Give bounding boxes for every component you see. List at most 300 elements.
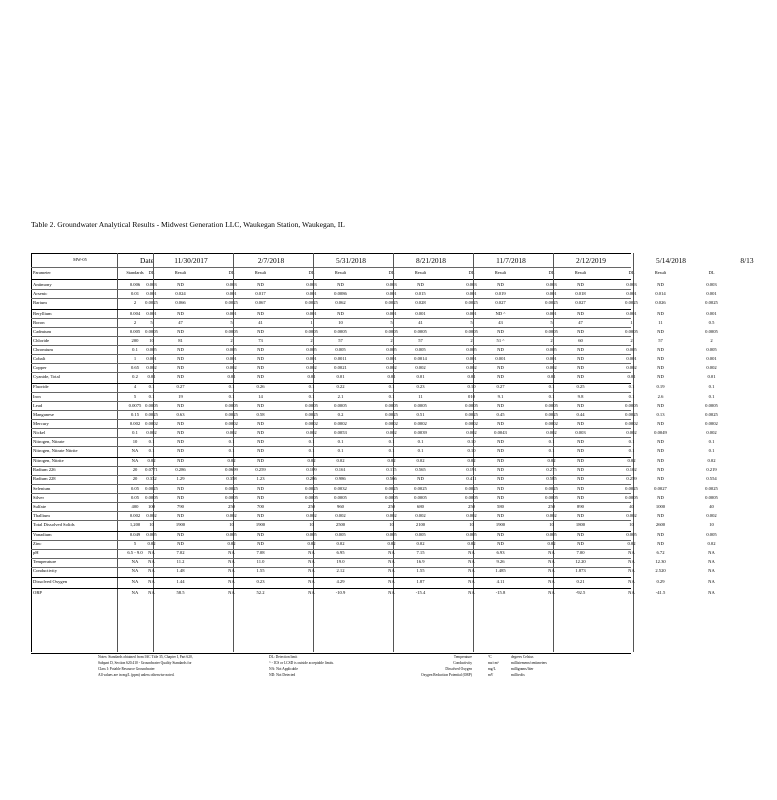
result-cell: 0.005	[546, 532, 557, 538]
result-cell: 1	[310, 319, 313, 325]
result-cell: -10.9	[335, 589, 346, 595]
result-cell: 0.10	[467, 438, 476, 444]
result-cell: 0.02	[547, 541, 556, 547]
result-cell: 19.0	[336, 559, 345, 565]
note-line: All values are in mg/L (ppm) unless otherwise noted.	[98, 673, 175, 677]
result-cell: 0.01	[467, 373, 476, 379]
table-title: Table 2. Groundwater Analytical Results - Midwest Generation LLC, Waukegan Station, Waukegan, IL	[31, 220, 345, 229]
result-cell: 0.003	[146, 281, 157, 287]
result-cell: 0.001	[466, 290, 477, 296]
result-cell: ND	[417, 476, 424, 482]
column-label: Result	[414, 269, 427, 275]
result-cell: 0.259	[626, 476, 637, 482]
result-cell: NA	[148, 550, 155, 556]
result-cell: 0.005	[146, 346, 157, 352]
result-cell: 0.565	[415, 467, 426, 473]
result-cell: NA	[468, 589, 475, 595]
row-rule	[31, 558, 631, 559]
result-cell: ND	[577, 281, 584, 287]
result-cell: ND	[177, 373, 184, 379]
parameter-name: Silver	[33, 494, 44, 500]
result-cell: ND	[177, 346, 184, 352]
result-cell: 0.02	[416, 458, 425, 464]
result-cell: 73	[258, 337, 263, 343]
result-cell: 0.026	[655, 300, 666, 305]
result-cell: 0.0002	[225, 420, 238, 426]
result-cell: 1	[630, 319, 633, 325]
result-cell: 0.0005	[625, 494, 638, 500]
result-cell: 1.87	[416, 579, 425, 584]
result-cell: ND	[497, 458, 504, 464]
date-label: Date	[140, 255, 154, 265]
header-rule	[31, 267, 631, 268]
result-cell: NA	[388, 550, 395, 556]
result-cell: ND	[177, 512, 184, 518]
result-cell: ND	[497, 467, 504, 473]
result-cell: ND	[657, 467, 664, 473]
result-cell: 47	[578, 319, 583, 325]
result-cell: 0.005	[466, 346, 477, 352]
result-cell: 11.2	[176, 559, 185, 565]
result-cell: 0.01	[416, 373, 425, 379]
standard-value: NA	[131, 447, 139, 453]
result-cell: 0.0025	[465, 300, 478, 305]
result-cell: 0.23	[256, 579, 265, 584]
parameter-name: Chromium	[33, 346, 53, 352]
result-cell: 0.0005	[414, 494, 427, 500]
result-cell: 0.005	[146, 532, 157, 538]
result-cell: 0.002	[546, 512, 557, 518]
sample-date: 11/30/2017	[174, 255, 208, 265]
result-cell: 0.001	[306, 290, 317, 296]
result-cell: 0.02	[467, 458, 476, 464]
result-cell: 52.2	[256, 589, 265, 595]
result-cell: NA	[628, 550, 635, 556]
result-cell: 10	[709, 521, 714, 527]
result-cell: ND	[177, 281, 184, 287]
result-cell: 1.873	[575, 568, 586, 574]
result-cell: 0.001	[706, 290, 717, 296]
result-cell: NA	[308, 568, 315, 574]
parameter-name: Chloride	[33, 337, 50, 343]
parameter-name: Lead	[33, 402, 43, 408]
result-cell: -92.5	[575, 589, 586, 595]
result-cell: 1.48	[176, 568, 185, 574]
result-cell: NA	[308, 589, 315, 595]
row-rule	[31, 419, 631, 420]
standard-value: 20	[132, 467, 138, 473]
result-cell: 0.02	[627, 458, 636, 464]
result-cell: ND	[577, 541, 584, 547]
table-left-border	[31, 253, 32, 652]
result-cell: NA	[708, 568, 715, 574]
result-cell: 0.1	[708, 447, 715, 453]
result-cell: 0.0699	[225, 467, 238, 473]
result-cell: 0.0005	[465, 328, 478, 334]
result-cell: ND	[577, 485, 584, 491]
result-cell: ND	[577, 512, 584, 518]
result-cell: 0.0086	[334, 290, 347, 296]
group-rule	[31, 309, 631, 310]
result-cell: 0.002	[386, 429, 397, 435]
result-cell: NA	[548, 568, 555, 574]
result-cell: 4.11	[496, 579, 505, 584]
result-cell: 0.0025	[465, 485, 478, 491]
result-cell: ND	[497, 494, 504, 500]
result-cell: 0.0005	[385, 494, 398, 500]
result-cell: 0.0025	[385, 411, 398, 417]
result-cell: 0.005	[626, 346, 637, 352]
result-cell: 0.1	[308, 393, 315, 399]
result-cell: 250	[468, 503, 475, 509]
column-label: DL	[308, 269, 315, 275]
result-cell: 0.0005	[385, 402, 398, 408]
result-cell: 0.0771	[145, 467, 158, 473]
standard-value: 0.0075	[128, 402, 142, 408]
result-cell: 0.0005	[465, 494, 478, 500]
result-cell: ND	[577, 346, 584, 352]
result-cell: ND	[257, 402, 264, 408]
result-cell: 1900	[255, 521, 266, 527]
result-cell: 47	[178, 319, 183, 325]
group-rule	[31, 457, 631, 458]
standard-value: 0.01	[130, 290, 140, 296]
result-cell: 0.001	[146, 310, 157, 316]
result-cell: 0.0002	[625, 420, 638, 426]
result-cell: 7.00	[576, 550, 585, 556]
result-cell: 0.1	[417, 447, 424, 453]
result-cell: 0.02	[336, 541, 345, 547]
result-cell: 0.0025	[545, 300, 558, 305]
result-cell: 0.1	[388, 438, 395, 444]
note-line: Oxygen Reduction Potential (ORP)	[420, 673, 472, 677]
result-cell: 0.0025	[385, 485, 398, 491]
result-cell: 0.0043	[494, 429, 507, 435]
result-cell: 0.002	[146, 429, 157, 435]
result-cell: ND	[257, 346, 264, 352]
result-cell: 2.12	[336, 568, 345, 574]
result-cell: NA	[548, 579, 555, 584]
result-cell: ND	[657, 346, 664, 352]
result-cell: ND	[257, 429, 264, 435]
parameter-name: Temperature	[33, 559, 57, 565]
standard-value: 0.05	[130, 485, 140, 491]
standard-value: NA	[131, 458, 139, 464]
result-cell: 0.0002	[414, 420, 427, 426]
note-line: Notes: Standards obtained from IAC Title 35, Chapter I, Part 620,	[98, 655, 193, 659]
result-cell: 0.585	[546, 476, 557, 482]
result-cell: ND	[177, 541, 184, 547]
result-cell: 2	[470, 337, 473, 343]
result-cell: 0.02	[336, 458, 345, 464]
result-cell: 0.02	[227, 541, 236, 547]
note-line: millivolts	[511, 673, 525, 677]
result-cell: 0.002	[415, 512, 426, 518]
result-cell: 57	[658, 337, 663, 343]
result-cell: 0.332	[146, 476, 157, 482]
result-cell: 0.1	[628, 393, 635, 399]
result-cell: 0.0025	[414, 485, 427, 491]
result-cell: 0.003	[546, 281, 557, 287]
result-cell: 41	[258, 319, 263, 325]
result-cell: 10	[389, 521, 394, 527]
row-rule	[31, 540, 631, 541]
result-cell: 0.001	[306, 355, 317, 361]
result-cell: 0.003	[626, 281, 637, 287]
result-cell: 0.002	[146, 364, 157, 370]
result-cell: 0.005	[626, 532, 637, 538]
result-cell: 0.002	[226, 364, 237, 370]
result-cell: 0.001	[226, 355, 237, 361]
result-cell: ND	[177, 364, 184, 370]
result-cell: 010	[468, 393, 475, 399]
result-cell: 0.002	[146, 512, 157, 518]
result-cell: 0.0049	[654, 429, 667, 435]
result-cell: ND	[497, 485, 504, 491]
result-cell: ND	[337, 281, 344, 287]
result-cell: 0.005	[226, 346, 237, 352]
result-cell: 0.0053	[334, 429, 347, 435]
result-cell: ND	[257, 485, 264, 491]
result-cell: 0.0005	[414, 402, 427, 408]
result-cell: 0.0039	[414, 429, 427, 435]
result-cell: 10	[229, 521, 234, 527]
result-cell: 0.0005	[625, 402, 638, 408]
result-cell: 0.1	[148, 384, 155, 390]
column-label: DL	[468, 269, 475, 275]
result-cell: 10	[549, 521, 554, 527]
result-cell: 40	[629, 503, 634, 509]
parameter-name: Antimony	[33, 281, 52, 287]
result-cell: 1.55	[416, 568, 425, 574]
note-line: millisiemens/centimeters	[511, 661, 547, 665]
result-cell: 0.29	[656, 579, 665, 584]
row-rule	[31, 511, 631, 512]
result-cell: 0.0025	[145, 300, 158, 305]
result-cell: ND	[657, 458, 664, 464]
standards-header: Standards	[126, 269, 144, 275]
result-cell: NA	[388, 579, 395, 584]
result-cell: 1.485	[495, 568, 506, 574]
result-cell: 0.002	[226, 429, 237, 435]
result-cell: 2	[230, 337, 233, 343]
result-cell: 0.286	[306, 476, 317, 482]
result-cell: ND	[177, 458, 184, 464]
result-cell: 43	[498, 319, 503, 325]
result-cell: NA	[548, 559, 555, 565]
result-cell: 0.5	[708, 319, 715, 325]
result-cell: 890	[577, 503, 584, 509]
result-cell: 0.0025	[145, 411, 158, 417]
result-cell: 0.1	[148, 393, 155, 399]
row-rule	[31, 520, 631, 521]
result-cell: 0.02	[147, 541, 156, 547]
result-cell: 0.003	[386, 281, 397, 287]
column-label: DL	[148, 269, 155, 275]
result-cell: 0.003	[306, 281, 317, 287]
result-cell: 0.001	[546, 355, 557, 361]
sample-date: 8/21/2018	[416, 255, 446, 265]
column-label: Result	[654, 269, 667, 275]
result-cell: 0.01	[707, 373, 716, 379]
result-cell: 0.001	[706, 310, 717, 316]
result-cell: 0.002	[466, 429, 477, 435]
result-cell: 0.191	[466, 467, 477, 473]
sample-date: 5/14/2018	[656, 255, 686, 265]
note-line: degrees Celsius	[511, 655, 534, 659]
result-cell: 0.001	[386, 310, 397, 316]
note-line: ^ - ICS or LCSD is outside acceptable limits.	[269, 661, 334, 665]
result-cell: NA	[308, 579, 315, 584]
result-cell: NA	[148, 568, 155, 574]
result-cell: 0.02	[416, 541, 425, 547]
result-cell: NA	[228, 589, 235, 595]
column-label: DL	[708, 269, 715, 275]
result-cell: 6.72	[656, 550, 665, 556]
result-cell: 0.002	[626, 364, 637, 370]
result-cell: ND	[257, 541, 264, 547]
result-cell: 12.20	[575, 559, 586, 565]
result-cell: 0.51	[416, 411, 425, 417]
result-cell: NA	[308, 559, 315, 565]
row-rule	[31, 363, 631, 364]
result-cell: ND	[497, 532, 504, 538]
standard-value: 0.002	[129, 512, 141, 518]
result-cell: 0.02	[707, 458, 716, 464]
result-cell: 0.002	[306, 512, 317, 518]
parameter-name: Nitrogen, Nitrate	[33, 438, 65, 444]
parameter-name: Selenium	[33, 485, 51, 491]
standard-value: 1	[133, 355, 137, 361]
result-cell: 0.0025	[545, 411, 558, 417]
result-cell: ND	[177, 438, 184, 444]
result-cell: 0.1	[548, 384, 555, 390]
result-cell: 0.22	[336, 384, 345, 390]
result-cell: ND	[657, 512, 664, 518]
result-cell: 11	[418, 393, 423, 399]
result-cell: ND	[257, 373, 264, 379]
result-cell: 57	[418, 337, 423, 343]
result-cell: 10	[629, 521, 634, 527]
row-rule	[31, 502, 631, 503]
result-cell: 0.0002	[145, 420, 158, 426]
result-cell: 0.0002	[385, 420, 398, 426]
result-cell: 7.08	[256, 550, 265, 556]
result-cell: 40	[709, 503, 714, 509]
result-cell: 5	[230, 319, 233, 325]
result-cell: ND	[257, 355, 264, 361]
result-cell: ND	[257, 458, 264, 464]
result-cell: ND	[577, 402, 584, 408]
note-line: Conductivity	[453, 661, 472, 665]
result-cell: NA	[468, 579, 475, 584]
result-cell: 0.0025	[625, 485, 638, 491]
header-rule-bottom	[31, 279, 631, 280]
result-cell: 0.019	[495, 290, 506, 296]
result-cell: 0.024	[175, 290, 186, 296]
result-cell: NA	[468, 550, 475, 556]
result-cell: 0.002	[706, 364, 717, 370]
result-cell: 0.018	[575, 290, 586, 296]
standard-value: 5	[133, 541, 137, 547]
parameter-name: Cyanide, Total	[33, 373, 60, 379]
parameter-name: pH	[33, 550, 39, 556]
result-cell: 0.1	[337, 438, 344, 444]
result-cell: ND	[257, 328, 264, 334]
result-cell: 0.001	[226, 310, 237, 316]
column-label: DL	[628, 269, 635, 275]
standard-value: 2	[133, 300, 137, 305]
result-cell: 0.0025	[625, 300, 638, 305]
result-cell: 0.002	[546, 429, 557, 435]
result-cell: 0.0002	[705, 420, 718, 426]
result-cell: 0.1	[548, 393, 555, 399]
parameter-name: Conductivity	[33, 568, 57, 574]
result-cell: 0.0025	[305, 411, 318, 417]
result-cell: 5	[390, 319, 393, 325]
result-cell: ND	[177, 328, 184, 334]
result-cell: ND	[257, 420, 264, 426]
result-cell: NA	[628, 559, 635, 565]
result-cell: 2100	[415, 521, 426, 527]
result-cell: 0.0027	[654, 485, 667, 491]
result-cell: 0.1	[548, 447, 555, 453]
result-cell: 0.25	[576, 384, 585, 390]
result-cell: 1800	[575, 521, 586, 527]
well-id: MW-05	[73, 256, 87, 262]
result-cell: 0.003	[466, 281, 477, 287]
result-cell: 0.02	[307, 458, 316, 464]
result-cell: 0.1	[708, 438, 715, 444]
result-cell: ND	[497, 328, 504, 334]
standard-value: NA	[131, 559, 139, 565]
result-cell: 0.0025	[225, 485, 238, 491]
result-cell: 0.005	[335, 346, 346, 352]
result-cell: ND	[657, 373, 664, 379]
row-rule	[31, 318, 631, 319]
result-cell: 0.005	[415, 346, 426, 352]
result-cell: 0.1	[148, 438, 155, 444]
result-cell: 0.005	[706, 346, 717, 352]
parameter-header: Parameter	[33, 269, 51, 275]
result-cell: 0.0005	[334, 494, 347, 500]
note-line: NA: Not Applicable	[269, 667, 298, 671]
result-cell: ND	[577, 467, 584, 473]
result-cell: 0.01	[307, 373, 316, 379]
result-cell: 60	[578, 337, 583, 343]
result-cell: 0.0002	[334, 420, 347, 426]
result-cell: 0.002	[335, 512, 346, 518]
result-cell: ND ^	[495, 310, 506, 316]
result-cell: 0.1	[628, 438, 635, 444]
result-cell: 0.002	[626, 512, 637, 518]
result-cell: 0.1	[308, 384, 315, 390]
standard-value: 0.65	[130, 364, 140, 370]
result-cell: 0.001	[146, 355, 157, 361]
standard-value: NA	[131, 579, 139, 584]
result-cell: 1900	[175, 521, 186, 527]
result-cell: 0.001	[626, 310, 637, 316]
result-cell: 250	[388, 503, 395, 509]
result-cell: 0.001	[706, 355, 717, 361]
result-cell: ND	[657, 281, 664, 287]
column-label: DL	[388, 269, 395, 275]
parameter-name: Zinc	[33, 541, 42, 547]
result-cell: 1.23	[256, 476, 265, 482]
result-cell: ND	[177, 355, 184, 361]
result-cell: ND	[177, 485, 184, 491]
result-cell: 0.0002	[305, 420, 318, 426]
